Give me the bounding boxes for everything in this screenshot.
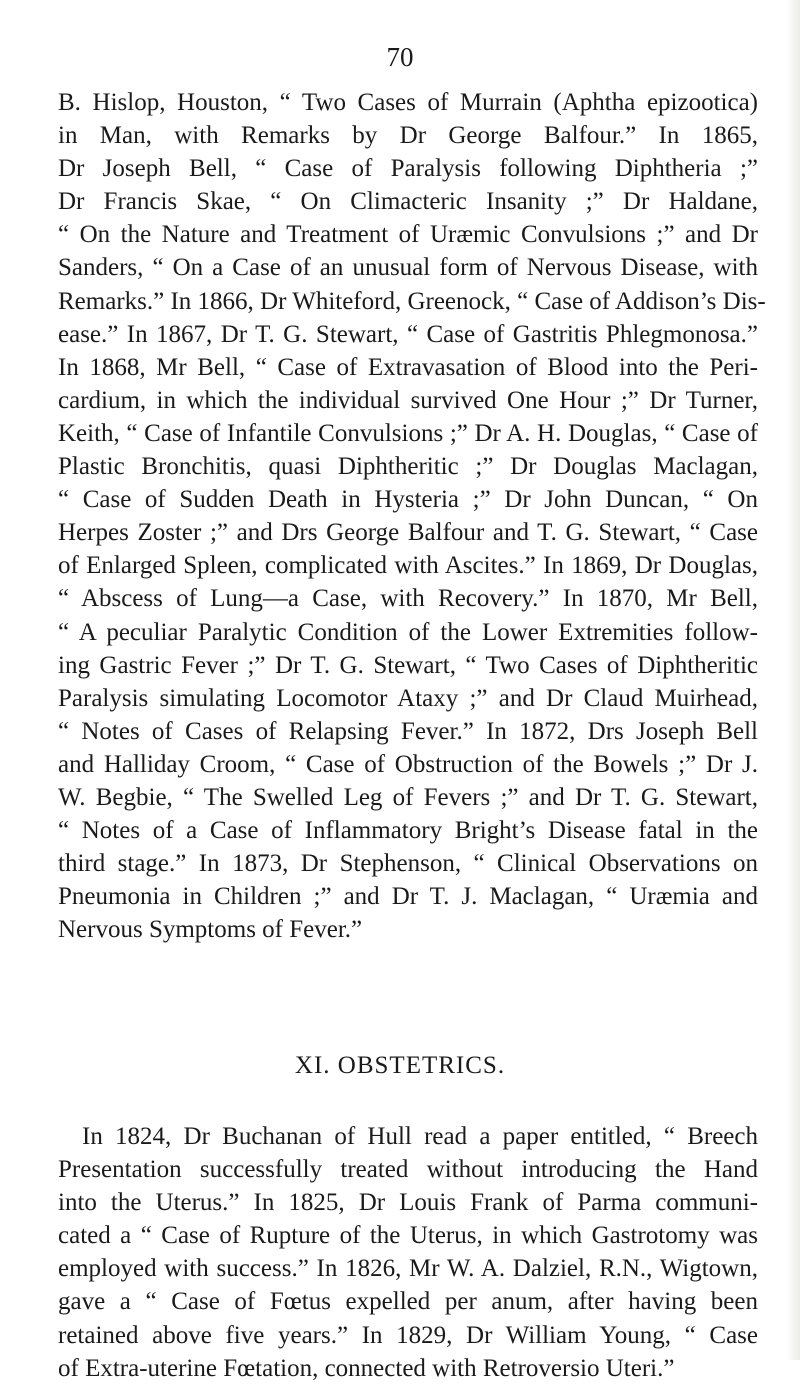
text-line: B. Hislop, Houston, “ Two Cases of Murrain (Aphtha epizootica) — [58, 89, 758, 116]
page-edge-shadow — [786, 0, 800, 1360]
text-line: Presentation successfully treated without introducing the Hand — [58, 1156, 758, 1184]
text-line: Pneumonia in Children ;” and Dr T. J. Maclagan, “ Uræmia and — [58, 883, 758, 911]
text-line: cated a “ Case of Rupture of the Uterus, in which Gastrotomy was — [58, 1222, 758, 1250]
text-line: into the Uterus.” In 1825, Dr Louis Frank of Parma communi- — [58, 1189, 758, 1217]
text-line: Sanders, “ On a Case of an unusual form of Nervous Disease, with — [58, 254, 758, 282]
text-line: Paralysis simulating Locomotor Ataxy ;” and Dr Claud Muirhead, — [58, 684, 758, 712]
text-line: Dr Francis Skae, “ On Climacteric Insanity ;” Dr Haldane, — [58, 188, 758, 216]
text-line: third stage.” In 1873, Dr Stephenson, “ Clinical Observations on — [58, 850, 758, 878]
text-line: of Extra-uterine Fœtation, connected with Retroversio Uteri.” — [58, 1354, 675, 1382]
text-line: ease.” In 1867, Dr T. G. Stewart, “ Case of Gastritis Phlegmonosa.” — [58, 320, 758, 348]
text-line: Remarks.” In 1866, Dr Whiteford, Greenock, “ Case of Addison’s Dis- — [58, 287, 766, 315]
text-line: cardium, in which the individual survived One Hour ;” Dr Turner, — [58, 386, 758, 414]
text-line: In 1824, Dr Buchanan of Hull read a paper entitled, “ Breech — [82, 1123, 758, 1150]
text-line: Dr Joseph Bell, “ Case of Paralysis following Diphtheria ;” — [58, 155, 758, 183]
text-line: W. Begbie, “ The Swelled Leg of Fevers ;” and Dr T. G. Stewart, — [58, 783, 758, 811]
text-line: retained above five years.” In 1829, Dr William Young, “ Case — [58, 1321, 758, 1349]
text-line: in Man, with Remarks by Dr George Balfour.” In 1865, — [58, 122, 758, 150]
text-line: of Enlarged Spleen, complicated with Ascites.” In 1869, Dr Douglas, — [58, 552, 758, 580]
text-line: “ Case of Sudden Death in Hysteria ;” Dr John Duncan, “ On — [58, 486, 758, 514]
text-line: gave a “ Case of Fœtus expelled per anum, after having been — [58, 1288, 758, 1316]
page-number: 70 — [386, 42, 414, 72]
text-line: “ Notes of Cases of Relapsing Fever.” In 1872, Drs Joseph Bell — [58, 717, 758, 745]
text-line: Plastic Bronchitis, quasi Diphtheritic ;” Dr Douglas Maclagan, — [58, 453, 758, 481]
paragraph-medical-cases — [58, 86, 766, 946]
text-line: “ On the Nature and Treatment of Uræmic Convulsions ;” and Dr — [58, 221, 758, 249]
text-line: In 1868, Mr Bell, “ Case of Extravasation of Blood into the Peri- — [58, 353, 758, 381]
text-line: ing Gastric Fever ;” Dr T. G. Stewart, “ Two Cases of Diphtheritic — [58, 651, 758, 679]
section-heading: XI. OBSTETRICS. — [294, 1052, 506, 1079]
text-line: “ A peculiar Paralytic Condition of the Lower Extremities follow- — [58, 618, 758, 646]
text-line: employed with success.” In 1826, Mr W. A. Dalziel, R.N., Wigtown, — [58, 1255, 758, 1283]
text-line: and Halliday Croom, “ Case of Obstruction of the Bowels ;” Dr J. — [58, 750, 758, 778]
text-line: Herpes Zoster ;” and Drs George Balfour and T. G. Stewart, “ Case — [58, 519, 758, 547]
text-line: “ Notes of a Case of Inflammatory Bright’s Disease fatal in the — [58, 817, 758, 845]
text-line: “ Abscess of Lung—a Case, with Recovery.” In 1870, Mr Bell, — [58, 585, 758, 613]
text-line: Nervous Symptoms of Fever.” — [58, 916, 363, 944]
paragraph-obstetrics — [58, 1120, 758, 1385]
text-line: Keith, “ Case of Infantile Convulsions ;” Dr A. H. Douglas, “ Case of — [58, 419, 758, 447]
